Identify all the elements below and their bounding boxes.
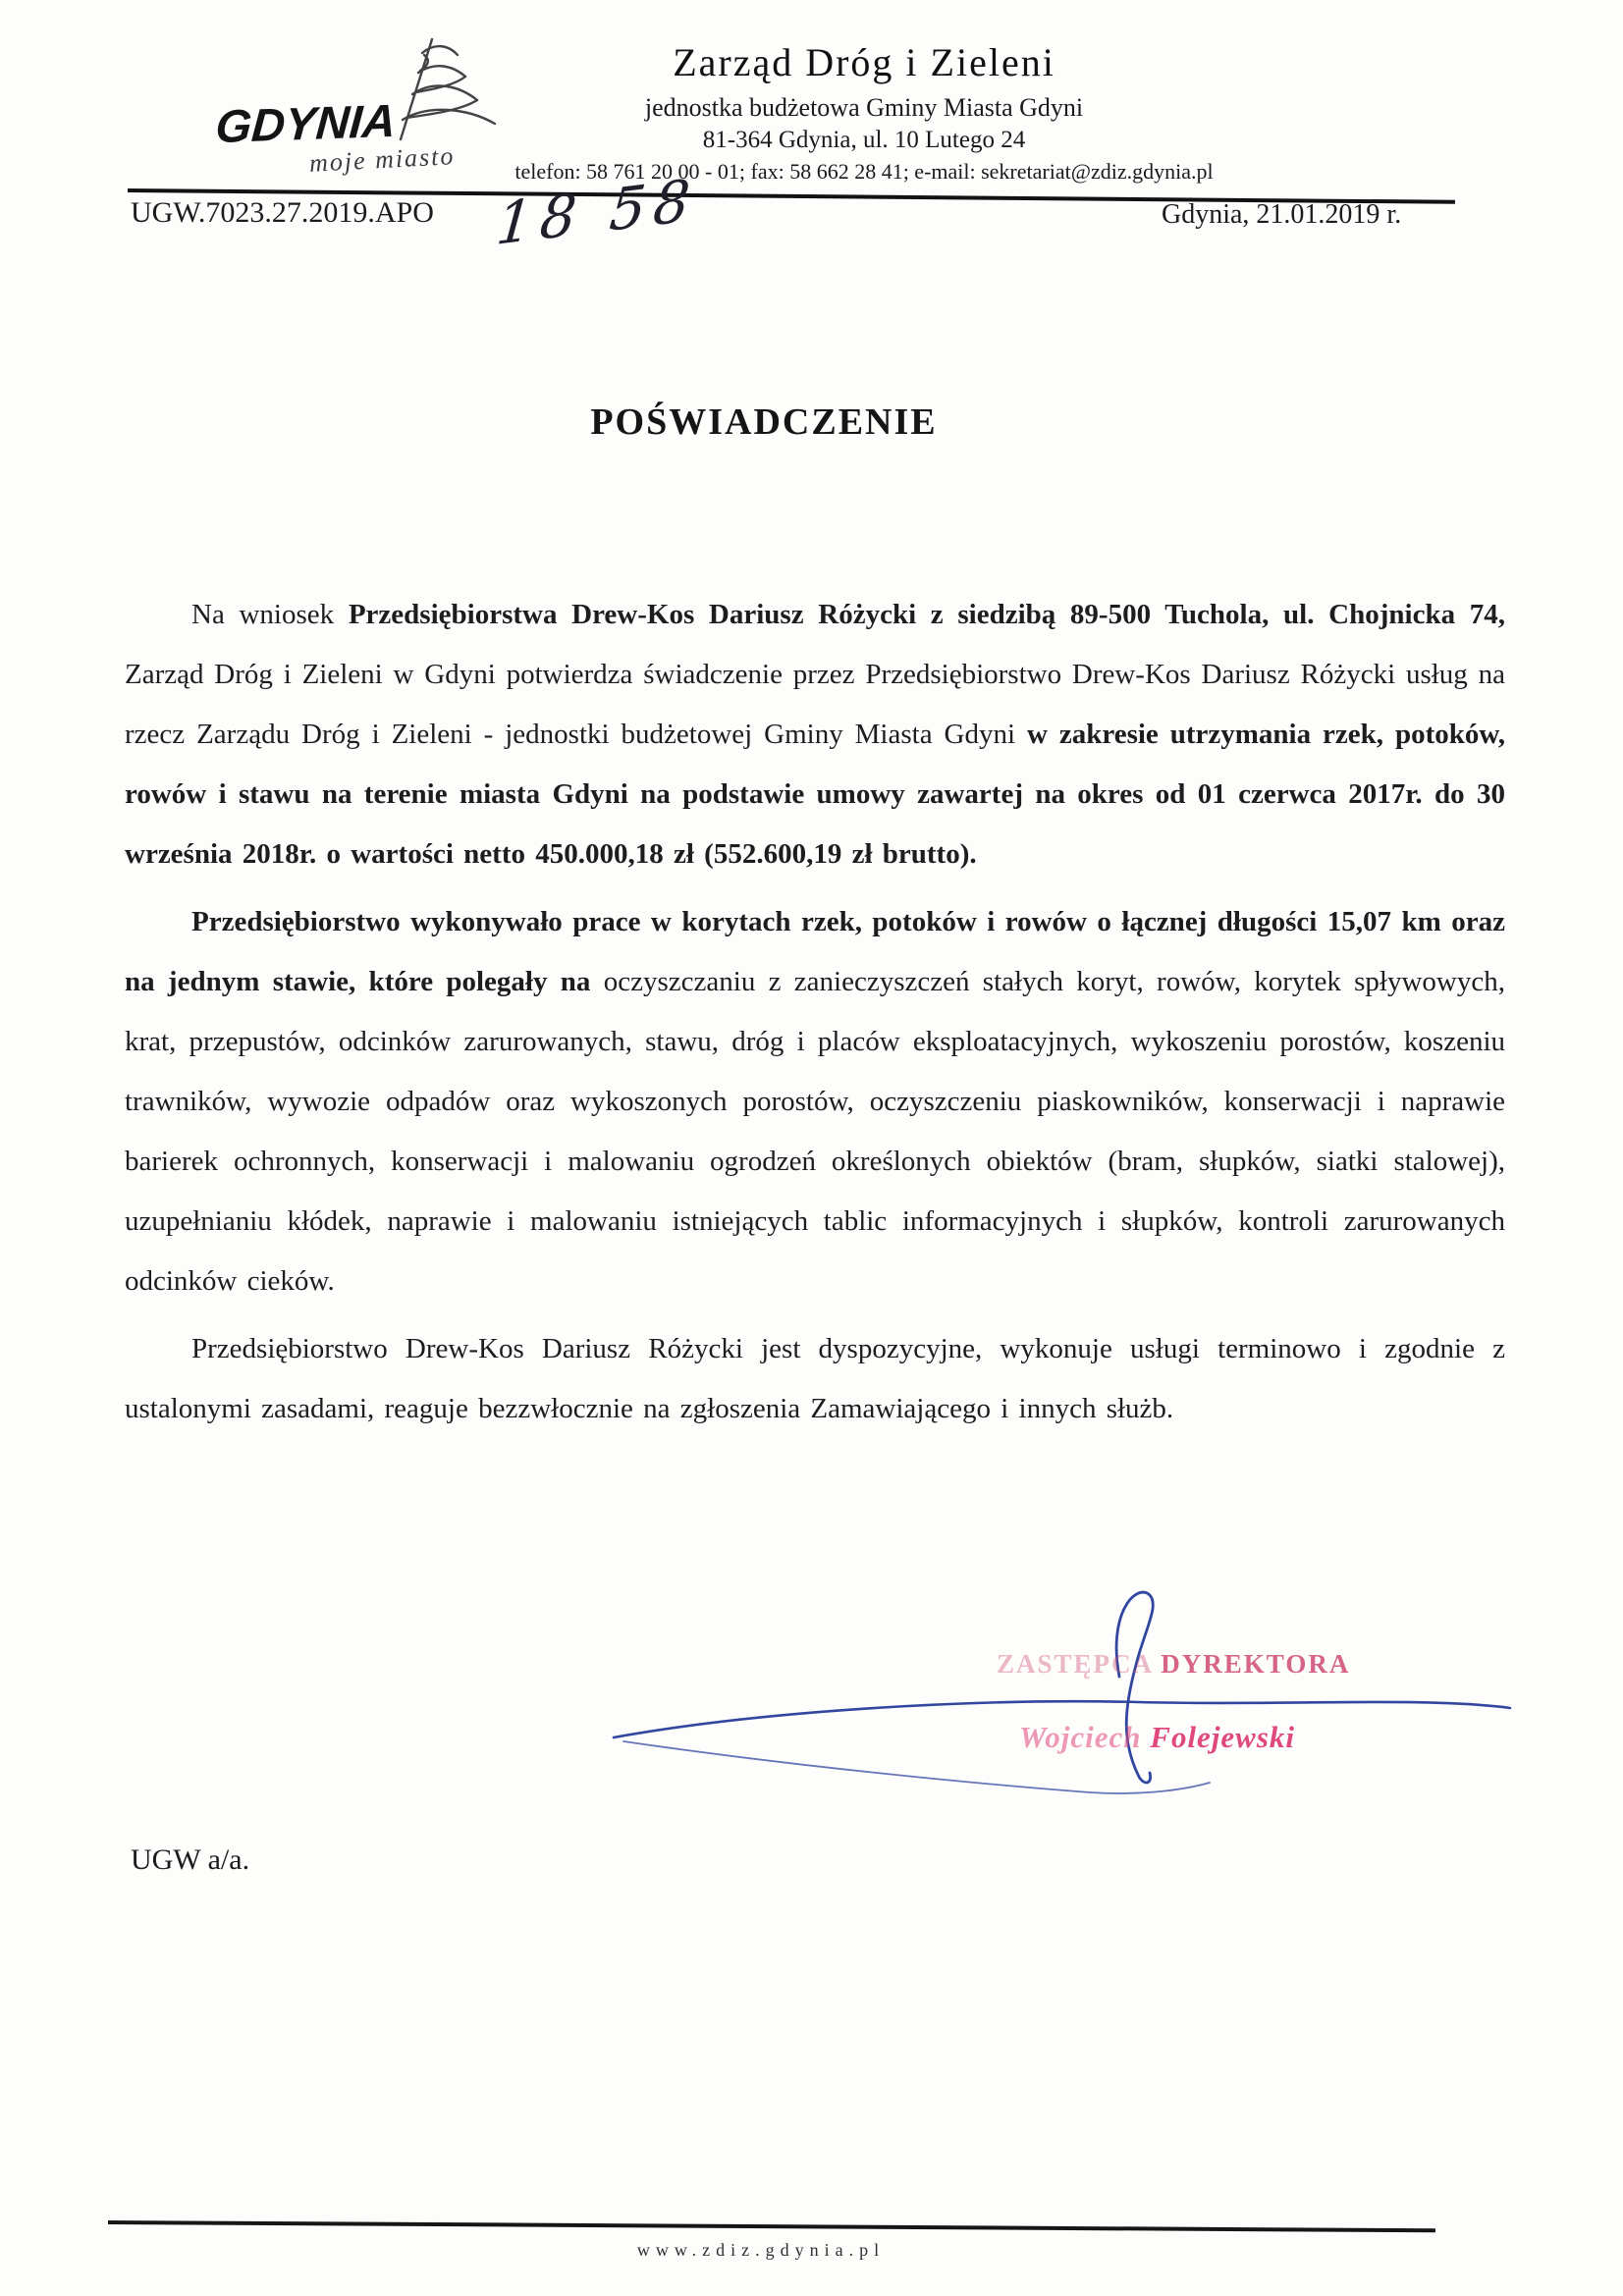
organization-contact: telefon: 58 761 20 00 - 01; fax: 58 662 28 41; e-mail: sekretariat@zdiz.gdynia.pl: [514, 159, 1214, 184]
handwritten-annotation: 18 58: [493, 165, 701, 259]
text-run: Przedsiębiorstwo Drew-Kos Dariusz Różycki jest dyspozycyjne, wykonuje usługi terminowo i zgodnie z ustalonymi zasadami, reaguje bezzwłocznie na zgłoszenia Zamawiającego i innych służb.: [125, 1333, 1505, 1424]
document-body: [125, 585, 1505, 1447]
stamp-name-word: Wojciech: [1019, 1720, 1142, 1754]
closing-note: UGW a/a.: [131, 1843, 250, 1876]
text-run: oczyszczaniu z zanieczyszczeń stałych koryt, rowów, korytek spływowych, krat, przepustów, odcinków zarurowanych, stawu, dróg i placów eksploatacyjnych, wykoszeniu porostów, koszeniu trawników, wywozie odpadów oraz wykoszonych porostów, oczyszczeniu piaskowników, konserwacji i naprawie barierek ochronnych, konserwacji i malowaniu ogrodzeń określonych obiektów (bram, słupków, siatki stalowej), uzupełnianiu kłódek, naprawie i malowaniu istniejących tablic informacyjnych i słupków, kontroli zarurowanych odcinków cieków.: [125, 966, 1505, 1297]
logo-city-text: GDYNIA: [213, 93, 398, 153]
logo-tagline-text: moje miasto: [308, 141, 457, 178]
organization-name: Zarząd Dróg i Zieleni: [673, 40, 1055, 84]
body-paragraph: [125, 1319, 1505, 1439]
document-title: POŚWIADCZENIE: [590, 401, 938, 443]
signature-block: [589, 1582, 1532, 1818]
stamp-role-title: [997, 1649, 1409, 1680]
letterhead-text: [324, 39, 1404, 185]
reference-number: UGW.7023.27.2019.APO: [131, 196, 434, 229]
stamp-role-word: DYREKTORA: [1161, 1649, 1351, 1679]
text-run: Zarząd Dróg i Zieleni w Gdyni potwierdza świadczenie przez Przedsiębiorstwo Drew-Kos Dariusz Różycki usług na rzecz Zarządu Dróg i Zieleni - jednostki budżetowej Gminy Miasta Gdyni: [125, 659, 1505, 750]
stamp-role-word: ZASTĘPCA: [997, 1649, 1153, 1679]
text-run: w zakresie utrzymania rzek, potoków, rowów i stawu na terenie miasta Gdyni na podstawie umowy zawartej na okres od 01 czerwca 2017r. do 30 września 2018r. o wartości netto 450.000,18 zł (552.600,19 zł brutto).: [125, 719, 1506, 870]
text-run: Na wniosek: [191, 599, 349, 630]
place-and-date: Gdynia, 21.01.2019 r.: [1162, 199, 1402, 230]
organization-subtitle: jednostka budżetowa Gminy Miasta Gdyni: [644, 93, 1084, 122]
stamp-person-name: [1019, 1720, 1432, 1755]
text-run: Przedsiębiorstwo wykonywało prace w korytach rzek, potoków i rowów o łącznej długości 15,07 km oraz na jednym stawie, które polegały na: [125, 906, 1505, 997]
stamp-name-word: Folejewski: [1150, 1720, 1296, 1754]
footer-website: www.zdiz.gdynia.pl: [636, 2240, 886, 2260]
body-paragraph: [125, 585, 1505, 884]
footer-divider: [108, 2220, 1435, 2232]
ink-signature: [589, 1582, 1532, 1818]
body-paragraph: [125, 892, 1505, 1311]
organization-address: 81-364 Gdynia, ul. 10 Lutego 24: [702, 127, 1026, 153]
text-run: Przedsiębiorstwa Drew-Kos Dariusz Różycki z siedzibą 89-500 Tuchola, ul. Chojnicka 74,: [348, 599, 1505, 630]
